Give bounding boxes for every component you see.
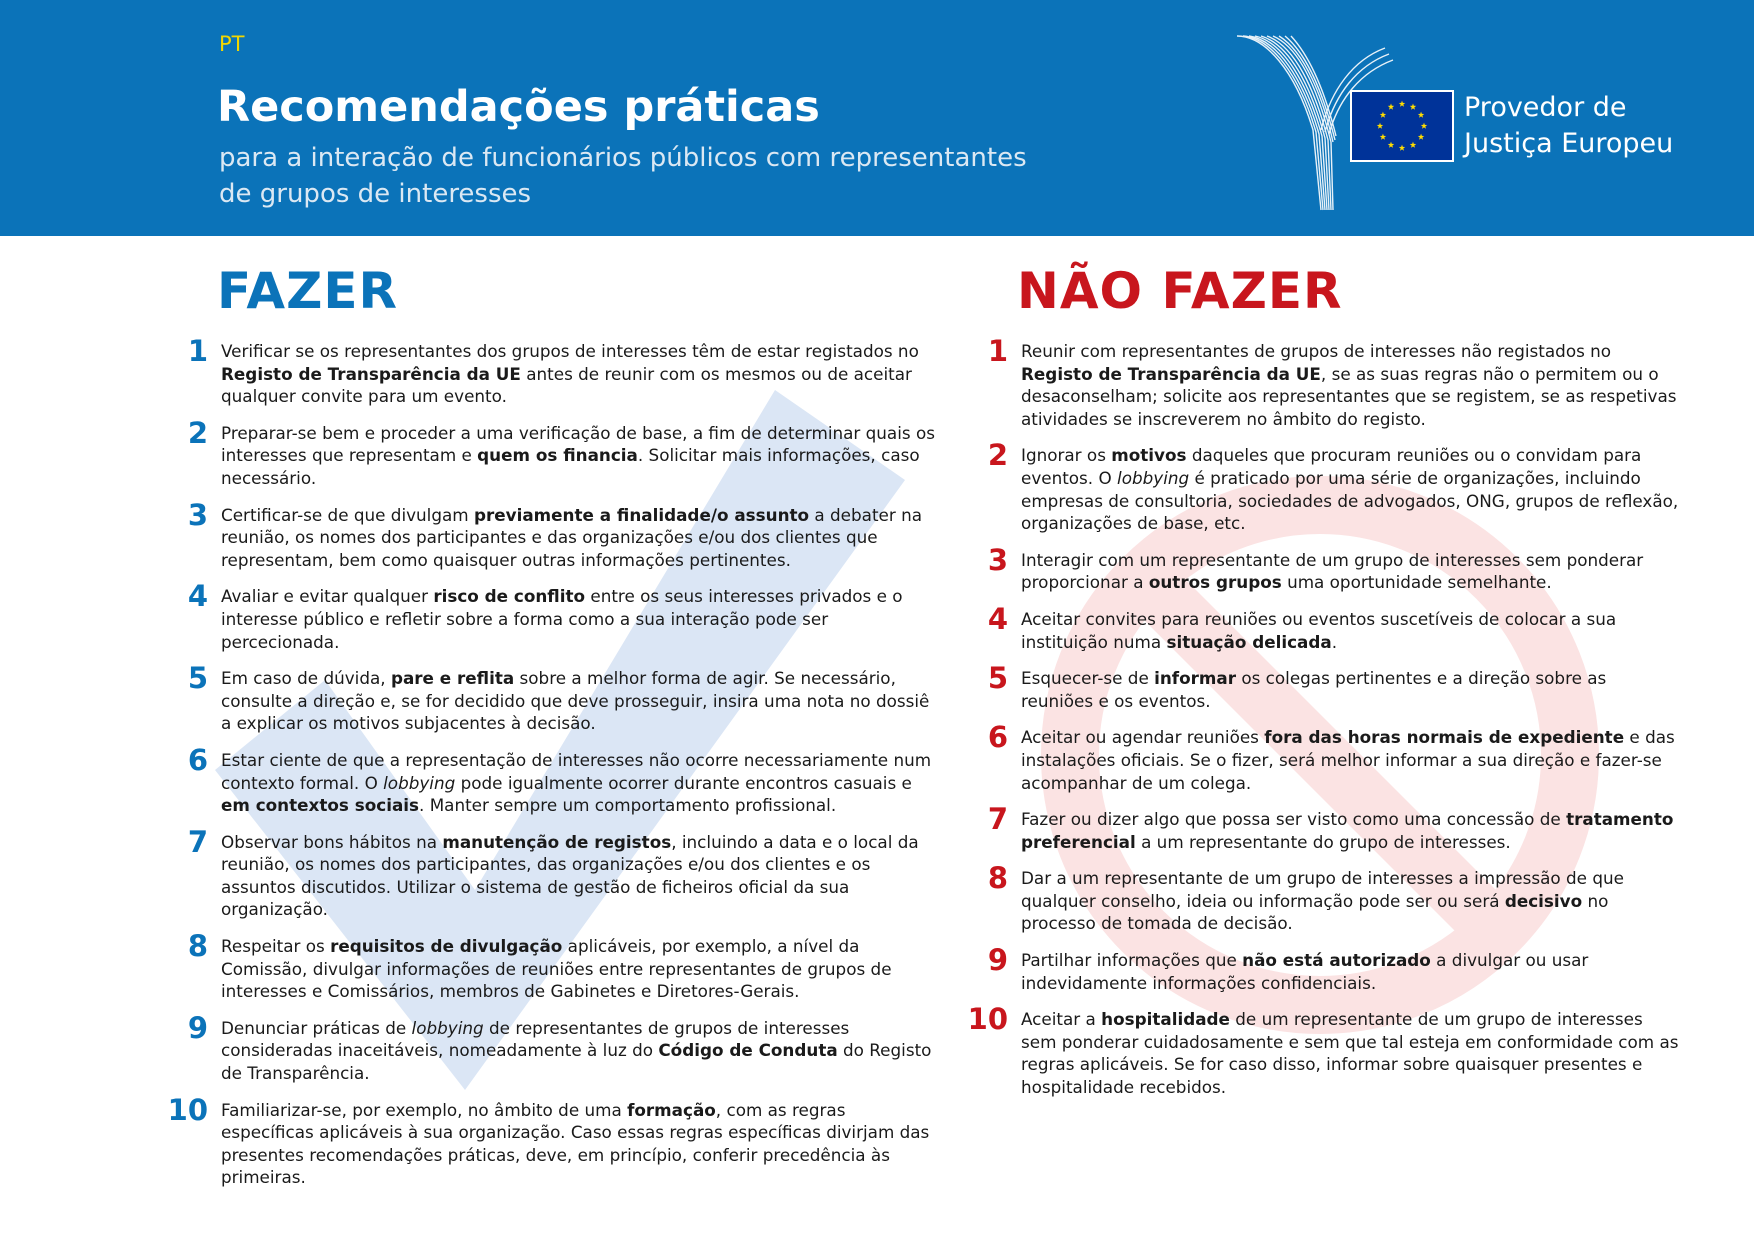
emphasis-text: não está autorizado [1242, 950, 1431, 971]
emphasis-text: Registo de Transparência da UE [221, 363, 521, 384]
text-segment: Esquecer-se de [1021, 668, 1155, 689]
emphasis-text: em contextos sociais [221, 795, 420, 816]
do-item [160, 1010, 940, 1085]
item-number: 4 [187, 579, 208, 614]
item-text [221, 1099, 940, 1189]
text-segment: Ignorar os [1021, 445, 1112, 466]
item-text [221, 585, 940, 653]
item-number: 3 [987, 542, 1008, 577]
text-segment: . Manter sempre um comportamento profissional. [419, 795, 837, 816]
do-list [160, 334, 940, 1189]
item-text [1021, 444, 1680, 534]
text-segment: aplicáveis, por exemplo, a nível da Comissão, divulgar informações de reuniões entre representantes de grupos de interesses e Comissários, membros de Gabinetes e Diretores-Gerais. [221, 936, 892, 1002]
text-segment: Familiarizar-se, por exemplo, no âmbito de uma [221, 1099, 628, 1120]
item-text [221, 422, 940, 490]
item-text [1021, 1008, 1680, 1098]
text-segment: e das instalações oficiais. Se o fizer, será melhor informar a sua direção e fazer-se acompanhar de um colega. [1021, 727, 1675, 793]
item-number: 4 [987, 601, 1008, 636]
text-segment: , incluindo a data e o local da reunião, os nomes dos participantes, das organizações e/ou dos clientes e os assuntos discutidos. Utilizar o sistema de gestão de ficheiros oficial da sua organização. [221, 831, 919, 920]
dont-item [960, 943, 1680, 994]
item-text [221, 935, 940, 1003]
text-segment: de um representante de um grupo de interesses sem ponderar cuidadosamente e sem que tal esteja em conformidade com as regras aplicáveis. Se for caso disso, informar sobre quaisquer presentes e hospitalidade recebidos. [1021, 1009, 1679, 1098]
eu-stars-icon [1352, 92, 1452, 160]
item-text [1021, 549, 1680, 594]
text-segment: Certificar-se de que divulgam [221, 504, 474, 525]
item-text [1021, 726, 1680, 794]
dont-item [960, 334, 1680, 430]
organization-name-line: Provedor de [1464, 92, 1627, 123]
emphasis-text: formação [627, 1099, 716, 1120]
item-number: 6 [187, 742, 208, 777]
do-item [160, 415, 940, 490]
text-segment: é praticado por uma série de organizações, incluindo empresas de consultoria, sociedades de advogados, ONG, grupos de reflexão, organizações de base, etc. [1021, 467, 1679, 534]
text-segment: Aceitar convites para reuniões ou eventos suscetíveis de colocar a sua instituição numa [1021, 608, 1617, 652]
item-number: 6 [987, 720, 1008, 755]
text-segment: sobre a melhor forma de agir. Se necessário, consulte a direção e, se for decidido que deve prosseguir, insira uma nota no dossiê a explicar os motivos subjacentes à decisão. [221, 668, 930, 734]
dont-item [960, 1002, 1680, 1098]
text-segment: Em caso de dúvida, [221, 668, 391, 689]
text-segment: . Solicitar mais informações, caso necessário. [221, 445, 920, 488]
do-item [160, 824, 940, 921]
item-number: 8 [187, 929, 208, 964]
emphasis-text: quem os financia [477, 445, 638, 466]
item-text [221, 340, 940, 408]
subtitle-line: para a interação de funcionários públicos com representantes [219, 143, 1027, 173]
eu-star-icon [1399, 101, 1405, 107]
text-segment: os colegas pertinentes e a direção sobre as reuniões e os eventos. [1021, 668, 1607, 711]
eu-star-icon [1380, 134, 1386, 140]
text-segment: Fazer ou dizer algo que possa ser visto como uma concessão de [1021, 809, 1567, 830]
item-number: 5 [187, 661, 208, 696]
item-text [1021, 608, 1680, 653]
dont-item [960, 661, 1680, 712]
item-number: 2 [987, 438, 1008, 473]
italic-text: lobbying [411, 1017, 484, 1038]
item-number: 9 [187, 1010, 208, 1045]
emphasis-text: motivos [1111, 445, 1187, 466]
emphasis-text: hospitalidade [1101, 1009, 1230, 1030]
eu-star-icon [1380, 112, 1386, 118]
eu-flag [1350, 90, 1454, 162]
text-segment: Reunir com representantes de grupos de interesses não registados no [1021, 341, 1612, 361]
item-number: 3 [187, 497, 208, 532]
emphasis-text: outros grupos [1148, 572, 1282, 593]
do-item [160, 497, 940, 572]
item-number: 8 [987, 861, 1008, 896]
emphasis-text: tratamento preferencial [1021, 809, 1674, 852]
do-item [160, 929, 940, 1003]
eu-star-icon [1388, 142, 1394, 148]
item-text [221, 1017, 940, 1085]
item-text [221, 831, 940, 921]
emphasis-text: decisivo [1504, 890, 1583, 911]
text-segment: de representantes de grupos de interesses consideradas inaceitáveis, nomeadamente à luz do [221, 1017, 850, 1061]
dont-heading: NÃO FAZER [1017, 262, 1343, 320]
eu-star-icon [1418, 134, 1424, 140]
text-segment: a debater na reunião, os nomes dos participantes e das organizações e/ou dos clientes que representam, bem como quaisquer outras informações pertinentes. [221, 504, 922, 570]
text-segment: Preparar-se bem e proceder a uma verificação de base, a fim de determinar quais os interesses que representam e [221, 422, 935, 466]
organization-name [1464, 90, 1673, 162]
emphasis-text: manutenção de registos [442, 831, 672, 852]
subtitle-line: de grupos de interesses [219, 179, 532, 209]
text-segment: Interagir com um representante de um grupo de interesses sem ponderar proporcionar a [1021, 549, 1644, 593]
eu-star-icon [1399, 145, 1405, 151]
dont-item [960, 542, 1680, 594]
do-item [160, 334, 940, 408]
text-segment: Verificar se os representantes dos grupos de interesses têm de estar registados no [221, 341, 919, 361]
emphasis-text: situação delicada [1166, 631, 1332, 652]
italic-text: lobbying [1117, 467, 1190, 488]
dont-item [960, 601, 1680, 653]
italic-text: lobbying [383, 772, 456, 793]
eu-star-icon [1410, 104, 1416, 110]
emphasis-text: requisitos de divulgação [330, 936, 563, 957]
text-segment: , se as suas regras não o permitem ou o desaconselham; solicite aos representantes que se registem, se as respetivas atividades se inscreverem no âmbito do registo. [1021, 363, 1677, 429]
item-text [1021, 667, 1680, 712]
item-text [1021, 808, 1680, 853]
item-number: 7 [187, 824, 208, 859]
emphasis-text: informar [1154, 668, 1236, 689]
emphasis-text: Registo de Transparência da UE [1021, 363, 1321, 384]
emphasis-text: previamente a finalidade/o assunto [473, 504, 810, 525]
text-segment: a um representante do grupo de interesses. [1135, 831, 1511, 852]
eu-star-icon [1388, 104, 1394, 110]
eu-star-icon [1421, 123, 1427, 129]
text-segment: Aceitar ou agendar reuniões [1021, 727, 1265, 748]
emphasis-text: risco de conflito [433, 586, 586, 607]
do-item [160, 742, 940, 817]
do-heading: FAZER [217, 262, 399, 320]
item-number: 1 [987, 334, 1008, 368]
text-segment: Partilhar informações que [1021, 950, 1243, 971]
text-segment: entre os seus interesses privados e o interesse público e refletir sobre a forma como a sua interação pode ser percecionada. [221, 586, 903, 652]
item-number: 1 [187, 334, 208, 368]
item-text [221, 667, 940, 735]
dont-item [960, 720, 1680, 794]
eu-star-icon [1377, 123, 1383, 129]
do-item [160, 661, 940, 735]
item-number: 2 [187, 415, 208, 450]
dont-list [960, 334, 1680, 1099]
text-segment: Aceitar a [1021, 1009, 1102, 1030]
text-segment: Dar a um representante de um grupo de interesses a impressão de que qualquer conselho, ideia ou informação pode ser ou será [1021, 868, 1624, 911]
text-segment: daqueles que procuram reuniões ou o convidam para eventos. O [1021, 445, 1642, 488]
text-segment: Observar bons hábitos na [221, 831, 443, 852]
item-number: 10 [967, 1002, 1008, 1037]
text-segment: . [1331, 631, 1338, 652]
item-text [1021, 867, 1680, 935]
dont-item [960, 861, 1680, 935]
text-segment: a divulgar ou usar indevidamente informações confidenciais. [1021, 950, 1589, 993]
text-segment: do Registo de Transparência. [221, 1040, 932, 1084]
header-banner [0, 0, 1754, 236]
emphasis-text: pare e reflita [390, 668, 515, 689]
eu-star-icon [1418, 112, 1424, 118]
emphasis-text: fora das horas normais de expediente [1264, 727, 1625, 748]
page-subtitle [219, 140, 1027, 212]
text-segment: no processo de tomada de decisão. [1021, 890, 1609, 934]
item-number: 10 [167, 1092, 208, 1127]
organization-name-line: Justiça Europeu [1464, 128, 1674, 159]
item-text [1021, 340, 1680, 430]
item-text [221, 749, 940, 817]
item-text [1021, 949, 1680, 994]
item-text [221, 504, 940, 572]
item-number: 7 [987, 802, 1008, 837]
dont-item [960, 802, 1680, 853]
dont-item [960, 438, 1680, 534]
emphasis-text: Código de Conduta [658, 1040, 838, 1061]
do-item [160, 1092, 940, 1189]
text-segment: pode igualmente ocorrer durante encontros casuais e [455, 772, 912, 793]
text-segment: Denunciar práticas de [221, 1017, 412, 1038]
language-code: PT [219, 32, 245, 56]
item-number: 9 [987, 943, 1008, 978]
text-segment: uma oportunidade semelhante. [1281, 572, 1552, 593]
item-number: 5 [987, 661, 1008, 696]
eu-star-icon [1410, 142, 1416, 148]
text-segment: , com as regras específicas aplicáveis à sua organização. Caso essas regras específicas divirjam das presentes recomendações práticas, deve, em princípio, conferir precedência às primeiras. [221, 1099, 930, 1188]
page-title: Recomendações práticas [217, 82, 820, 132]
text-segment: Respeitar os [221, 936, 331, 957]
do-item [160, 579, 940, 653]
text-segment: Estar ciente de que a representação de interesses não ocorre necessariamente num contexto formal. O [221, 749, 932, 793]
text-segment: Avaliar e evitar qualquer [221, 586, 434, 607]
text-segment: antes de reunir com os mesmos ou de aceitar qualquer convite para um evento. [221, 363, 912, 407]
